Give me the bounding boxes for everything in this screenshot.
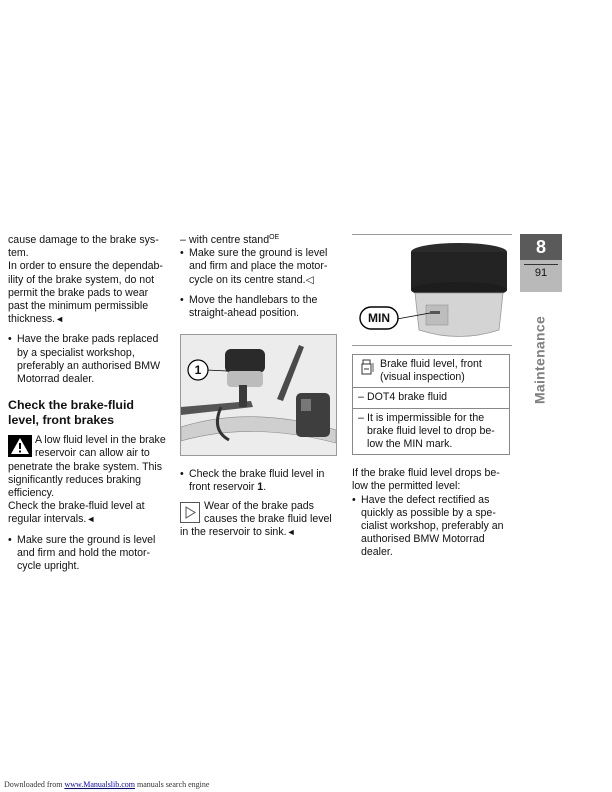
brake-fluid-icon bbox=[358, 358, 376, 382]
end-mark: ◄ bbox=[286, 527, 296, 538]
warning-block bbox=[8, 434, 168, 500]
section-side-label: Maintenance bbox=[531, 315, 548, 405]
handlebar-reservoir-illustration bbox=[181, 335, 336, 455]
handlebar-reservoir-figure bbox=[180, 334, 337, 456]
oe-superscript: OE bbox=[269, 234, 280, 241]
figure-callout: 1 bbox=[194, 363, 202, 378]
end-mark: ◄ bbox=[86, 514, 96, 525]
paragraph: cause damage to the brake sys-tem. bbox=[8, 234, 159, 260]
column-left bbox=[8, 234, 168, 573]
spec-table bbox=[352, 354, 510, 455]
download-footer: Downloaded from www.Manualslib.com manuals search engine bbox=[4, 780, 210, 789]
paragraph: Check the brake-fluid level at regular intervals.◄ bbox=[8, 500, 145, 526]
tab-divider bbox=[524, 264, 558, 265]
note-arrow-icon bbox=[180, 502, 200, 523]
list-item: • Check the brake fluid level in front reservoir 1. bbox=[180, 468, 338, 494]
paragraph: In order to ensure the dependab-ility of the brake system, do not permit the brake pads to wear past the minimum permissible thickness.◄ bbox=[8, 260, 163, 326]
list-item: • Move the handlebars to the straight-ahead position. bbox=[180, 294, 338, 320]
list-item: • Make sure the ground is level and firm and hold the motor-cycle upright. bbox=[8, 534, 168, 574]
spec-title: Brake fluid level, front (visual inspection) bbox=[380, 358, 482, 384]
list-item: • Make sure the ground is level and firm and place the motor-cycle on its centre stand.◁ bbox=[180, 247, 338, 287]
note-block bbox=[180, 500, 338, 540]
list-item: – with centre stand$^{OE}$ bbox=[180, 234, 338, 247]
page-number: 91 bbox=[534, 267, 548, 279]
spec-row bbox=[353, 387, 509, 407]
spec-header-row bbox=[353, 355, 509, 387]
column-middle bbox=[180, 234, 338, 539]
warning-icon bbox=[8, 435, 32, 457]
column-right bbox=[352, 234, 512, 560]
min-label: MIN bbox=[368, 311, 390, 325]
paragraph: If the brake fluid level drops be-low the permitted level: bbox=[352, 467, 500, 493]
warning-text: A low fluid level in the brake reservoir can allow air to penetrate the brake system. This significantly reduces braking efficiency. bbox=[8, 434, 166, 500]
list-item: • Have the brake pads replaced by a specialist workshop, preferably an authorised BMW Motorrad dealer. bbox=[8, 333, 168, 386]
reservoir-min-figure bbox=[352, 235, 510, 345]
spec-value: – It is impermissible for the brake fluid level to drop be-low the MIN mark. bbox=[358, 412, 504, 452]
end-mark: ◄ bbox=[55, 314, 65, 325]
section-heading: Check the brake-fluid level, front brakes bbox=[8, 398, 134, 428]
manualslib-link[interactable]: www.Manualslib.com bbox=[64, 780, 136, 789]
note-text: Wear of the brake pads causes the brake fluid level in the reservoir to sink.◄ bbox=[180, 499, 332, 539]
chapter-number: 8 bbox=[520, 234, 562, 260]
spec-value: – DOT4 brake fluid bbox=[358, 391, 504, 404]
list-item: • Have the defect rectified as quickly as possible by a spe-cialist workshop, preferably an authorised BMW Motorrad dealer. bbox=[352, 494, 512, 560]
end-mark: ◁ bbox=[305, 273, 314, 286]
reservoir-min-illustration bbox=[352, 235, 510, 345]
spec-row bbox=[353, 408, 509, 455]
figure-rule bbox=[352, 345, 512, 346]
